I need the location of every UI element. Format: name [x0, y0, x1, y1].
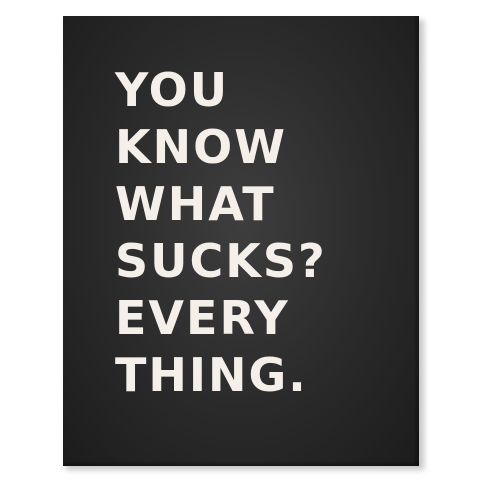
quote-line-5: EVERY	[115, 291, 290, 345]
quote-line-4: SUCKS?	[115, 234, 327, 288]
quote-line-3: WHAT	[115, 177, 276, 231]
quote-text	[115, 62, 327, 404]
canvas-edge-right	[413, 16, 419, 466]
quote-line-1: YOU	[115, 63, 230, 117]
canvas-edge-bottom	[63, 461, 419, 466]
quote-line-2: KNOW	[115, 120, 287, 174]
quote-line-6: THING.	[115, 348, 308, 402]
canvas-print	[63, 16, 419, 466]
